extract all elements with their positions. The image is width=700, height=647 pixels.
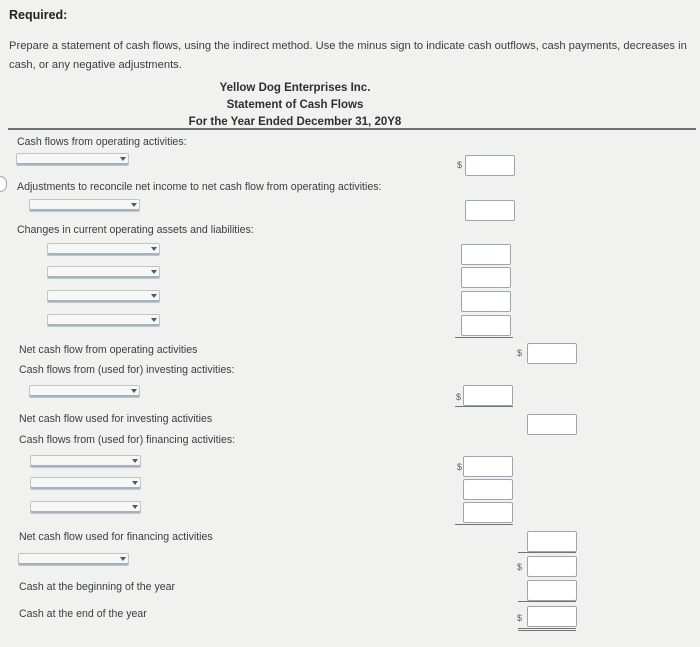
chevron-down-icon [151, 318, 157, 322]
chevron-down-icon [120, 557, 126, 561]
net-income-dropdown[interactable] [16, 153, 129, 166]
row-marker [0, 176, 7, 192]
net-investing-amount[interactable] [527, 414, 577, 435]
statement-period: For the Year Ended December 31, 20Y8 [188, 116, 402, 128]
cash-begin-label: Cash at the beginning of the year [19, 581, 176, 593]
currency-sign: $ [517, 562, 523, 572]
company-name: Yellow Dog Enterprises Inc. [219, 82, 371, 94]
chevron-down-icon [151, 247, 157, 251]
financing-amount-1[interactable] [463, 456, 513, 477]
currency-sign: $ [517, 348, 523, 358]
financing-dropdown-1[interactable] [30, 455, 141, 468]
adjustment-dropdown[interactable] [29, 199, 140, 212]
chevron-down-icon [132, 459, 138, 463]
net-operating-label: Net cash flow from operating activities [19, 344, 198, 356]
currency-sign: $ [457, 462, 463, 472]
instructions-text: Prepare a statement of cash flows, using the indirect method. Use the minus sign to indicate cash outflows, cash payments, decreases in cash, or any negative adjustments. [9, 40, 687, 71]
investing-label: Cash flows from (used for) investing activities: [19, 364, 235, 376]
net-operating-amount[interactable] [527, 343, 577, 364]
financing-amount-3[interactable] [463, 502, 513, 523]
financing-dropdown-3[interactable] [30, 501, 141, 514]
net-investing-label: Net cash flow used for investing activities [19, 413, 213, 425]
subtotal-rule [455, 406, 513, 407]
change-dropdown-2[interactable] [47, 266, 160, 279]
adjustment-amount[interactable] [465, 200, 515, 221]
change-dropdown-3[interactable] [47, 290, 160, 303]
financing-label: Cash flows from (used for) financing activities: [19, 434, 236, 446]
change-dropdown-4[interactable] [47, 314, 160, 327]
changes-label: Changes in current operating assets and liabilities: [17, 224, 254, 236]
chevron-down-icon [151, 294, 157, 298]
net-financing-amount[interactable] [527, 531, 577, 552]
financing-amount-2[interactable] [463, 479, 513, 500]
currency-sign: $ [456, 392, 462, 402]
currency-sign: $ [457, 160, 463, 170]
subtotal-rule [518, 601, 576, 602]
net-income-amount[interactable] [465, 155, 515, 176]
chevron-down-icon [131, 203, 137, 207]
statement-title: Statement of Cash Flows [226, 99, 364, 111]
change-amount-4[interactable] [461, 315, 511, 336]
net-financing-label: Net cash flow used for financing activities [19, 531, 213, 543]
chevron-down-icon [132, 505, 138, 509]
chevron-down-icon [132, 481, 138, 485]
investing-dropdown[interactable] [29, 385, 140, 398]
adjustments-label: Adjustments to reconcile net income to net cash flow from operating activities: [17, 181, 382, 193]
operating-label: Cash flows from operating activities: [17, 136, 187, 148]
net-change-amount[interactable] [527, 556, 577, 577]
header-rule [8, 128, 696, 130]
change-amount-1[interactable] [461, 244, 511, 265]
financing-dropdown-2[interactable] [30, 477, 141, 490]
change-amount-3[interactable] [461, 291, 511, 312]
cash-begin-amount[interactable] [527, 580, 577, 601]
subtotal-rule [455, 524, 513, 525]
investing-amount[interactable] [463, 385, 513, 406]
subtotal-rule [455, 337, 513, 338]
cash-end-amount[interactable] [527, 606, 577, 627]
chevron-down-icon [120, 157, 126, 161]
change-dropdown-1[interactable] [47, 243, 160, 256]
chevron-down-icon [151, 270, 157, 274]
required-heading: Required: [9, 8, 68, 22]
currency-sign: $ [517, 613, 523, 623]
cash-end-label: Cash at the end of the year [19, 608, 147, 620]
change-amount-2[interactable] [461, 267, 511, 288]
total-double-rule [518, 628, 576, 631]
subtotal-rule [518, 552, 576, 553]
chevron-down-icon [131, 389, 137, 393]
net-change-dropdown[interactable] [18, 553, 129, 566]
